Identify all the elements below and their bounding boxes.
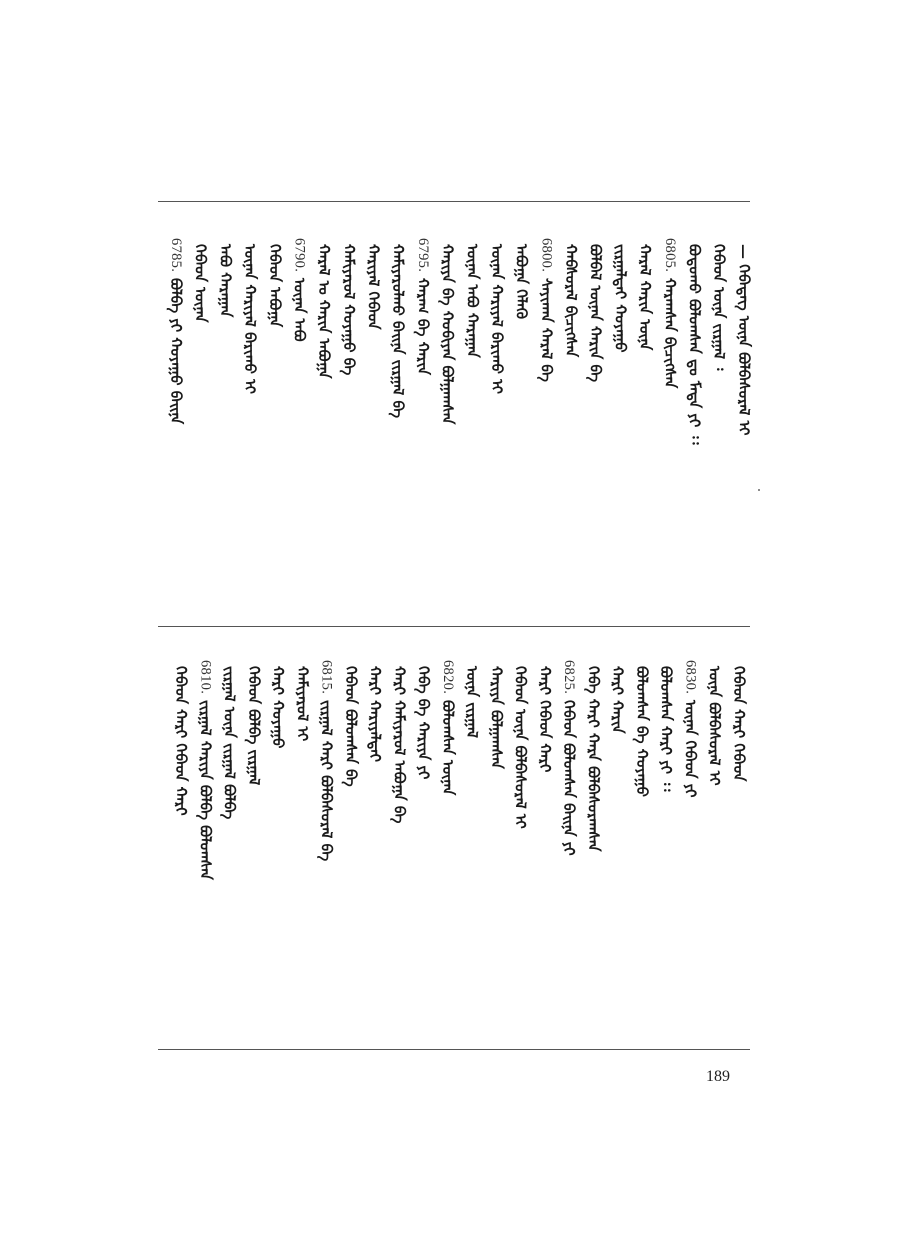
verse-text: ᠦᠨᠡ ᠪᠣᠯᠪᠠᠰᠤᠷᠠᠯ ᠢ — [705, 666, 724, 786]
verse-text: ᠬᠡᠪᠡᠳ ᠪᠣᠯᠪᠠ ᠵᠢᠷᠭᠠᠯ — [244, 666, 263, 786]
verse-text: ᠦᠨᠡᠨ ᠬᠠᠷᠢᠶᠠᠯ ᠪᠠᠷᠢᠬᠤ ᠢ — [487, 244, 506, 395]
lower-text-block — [170, 660, 750, 920]
verse-line — [340, 660, 362, 920]
verse-line — [486, 238, 508, 438]
verse-line — [461, 238, 483, 438]
verse-text: ᠬᠠᠪᠰᠤᠷᠠᠯ ᠪᠢᠴᠢᠭᠰᠡᠨ — [562, 244, 580, 358]
verse-text: ᠬᠠᠷᠢ ᠬᠠᠮᠢᠶᠠᠷᠤᠯ ᠠᠪᠤᠭᠠ ᠪᠠ — [390, 666, 409, 824]
verse-line — [733, 238, 755, 438]
verse-line — [363, 238, 385, 438]
verse-text: ᠬᠡᠪᠡᠳ ᠪᠣᠯᠤᠭᠰᠠᠨ ᠪᠠ — [341, 666, 360, 787]
line-number: 6800. — [538, 238, 555, 273]
verse-text: ᠬᠠᠮᠢᠶᠠᠷᠤᠯ ᠢ — [293, 666, 312, 742]
bottom-rule — [158, 1049, 750, 1050]
verse-text: ᠦᠨᠡᠨ ᠠᠪᠤ — [290, 278, 309, 342]
verse-text: ᠬᠠᠮᠢᠶᠠᠷᠤᠯ ᠬᠣᠶᠠᠭᠤ ᠪᠠ — [339, 244, 358, 376]
verse-text: ᠬᠡᠪᠡᠳ ᠦᠨᠡ ᠵᠢᠷᠭᠠᠯ ᠄ — [710, 244, 729, 371]
verse-line — [291, 660, 313, 920]
verse-line — [704, 660, 726, 920]
stray-dot — [758, 489, 760, 491]
line-number: 6785. — [168, 238, 184, 273]
verse-text: ᠦᠨᠡᠨ ᠠᠪᠤ ᠬᠠᠷᠠᠭᠠᠨ — [463, 244, 482, 358]
verse-text: ᠠᠪᠤᠭᠠ ᠬᠡᠯᠡᠬᠦ — [512, 244, 531, 320]
verse-line — [631, 660, 653, 920]
verse-text: ᠦᠨᠡᠨ ᠬᠠᠷᠢᠶᠠᠯ ᠪᠠᠷᠢᠬᠤ ᠢ — [241, 244, 260, 395]
verse-text: ᠪᠣᠯᠤᠭᠰᠠᠨ ᠪᠠ ᠬᠣᠶᠠᠭᠤ — [632, 666, 651, 797]
verse-line — [219, 660, 241, 920]
verse-line — [683, 238, 705, 445]
verse-line — [609, 238, 631, 438]
verse-line — [413, 660, 435, 920]
verse-line — [170, 660, 192, 920]
verse-text: ᠬᠠᠷᠢ ᠬᠣᠶᠠᠭᠤ — [269, 666, 287, 749]
verse-line — [558, 660, 580, 920]
verse-line — [560, 238, 582, 438]
verse-text: ᠬᠠᠮᠢᠶᠠᠷᠤᠯᠬᠤ ᠪᠠᠢᠨᠠ ᠵᠢᠷᠭᠠᠯ ᠪᠠ — [389, 244, 408, 419]
verse-text: ᠬᠠᠷᠠᠭ ᠪᠠ ᠬᠠᠷᠢᠨ — [413, 278, 432, 376]
verse-line — [316, 660, 338, 920]
verse-line — [338, 238, 360, 438]
verse-text: ᠦᠨᠡ ᠵᠢᠷᠭᠠᠯ — [463, 666, 481, 738]
verse-text: ᠪᠣᠳᠣᠬᠤ ᠪᠣᠯᠤᠭᠰᠠᠨ ᠳᠤ ᠮᠠᠲᠠ ᠶᠢ ᠄᠄ — [685, 244, 704, 445]
verse-line — [412, 238, 434, 438]
verse-text: ᠬᠡᠪᠡᠳ ᠦᠨᠡᠨ — [191, 244, 210, 323]
verse-text: ᠪᠣᠯᠤᠭᠰᠠᠨ ᠦᠨᠡᠨ — [438, 700, 457, 796]
page-number: 189 — [706, 1068, 730, 1085]
verse-text: ᠬᠡᠪᠡᠳ ᠪᠣᠯᠤᠭᠰᠠᠨ ᠪᠠᠢᠨᠠ ᠶᠢ — [560, 700, 578, 856]
verse-line — [364, 660, 386, 920]
verse-line — [387, 238, 409, 438]
verse-text: ᠬᠡᠪᠡᠳ ᠠᠪᠤᠭᠠ — [265, 244, 284, 328]
verse-line — [534, 660, 556, 920]
line-number: 6810. — [197, 660, 214, 695]
line-number: 6790. — [291, 238, 308, 273]
verse-text: — ᠬᠡᠪᠡᠳᠡᠭ ᠦᠨᠡ ᠪᠣᠯᠪᠠᠰᠤᠷᠠᠯ ᠢ — [734, 244, 753, 436]
verse-line — [165, 238, 187, 438]
verse-text: ᠬᠠᠷᠢᠶᠠ ᠪᠣᠯᠭᠠᠭᠰᠠᠨ — [487, 666, 506, 769]
verse-line — [582, 660, 604, 920]
verse-text: ᠵᠢᠷᠭᠠᠯ ᠬᠠᠷᠢᠶᠠ ᠪᠣᠯᠪᠠ ᠪᠣᠯᠤᠭᠰᠠᠨ — [196, 700, 215, 881]
verse-text: ᠠᠪᠤ ᠬᠠᠷᠠᠭᠠᠨ — [216, 244, 235, 318]
verse-text: ᠬᠡᠪᠡᠳ ᠦᠨᠡ ᠪᠣᠯᠪᠠᠰᠤᠷᠠᠯ ᠢ — [511, 666, 530, 829]
verse-text: ᠬᠠᠷᠢᠶᠠᠯ ᠬᠡᠪᠡᠳ — [364, 244, 383, 330]
top-rule — [158, 201, 750, 202]
line-number: 6805. — [661, 238, 678, 273]
verse-text: ᠵᠢᠷᠭᠠᠯ ᠦᠨᠡ ᠵᠢᠷᠭᠠᠯ ᠪᠣᠯᠪᠠ — [220, 666, 239, 820]
verse-line — [728, 660, 750, 920]
verse-line — [313, 238, 335, 438]
verse-line — [535, 238, 557, 438]
verse-text: ᠪᠣᠯᠪᠠ ᠶᠢ ᠬᠣᠶᠠᠭᠤ ᠪᠠᠢᠨᠠ — [167, 278, 185, 425]
verse-text: ᠬᠡᠪᠡ ᠪᠠ ᠬᠠᠷᠢᠶᠠ ᠶᠢ — [414, 666, 433, 780]
verse-text: ᠬᠡᠪᠡ ᠬᠠᠷᠢ ᠬᠠᠷᠠ ᠪᠣᠯᠪᠠᠰᠤᠷᠠᠭᠰᠠᠨ — [584, 666, 603, 852]
verse-text: ᠬᠠᠷᠢ ᠬᠠᠷᠢᠶᠠᠯᠲᠠᠢ — [366, 666, 384, 763]
line-number: 6830. — [682, 660, 699, 695]
verse-text: ᠵᠢᠷᠭᠠᠯ ᠬᠠᠷᠢ ᠪᠣᠯᠪᠠᠰᠤᠷᠠᠯ ᠪᠠ — [317, 700, 336, 862]
verse-line — [461, 660, 483, 920]
verse-text: ᠬᠡᠪᠡᠳ ᠬᠠᠷᠢ ᠬᠡᠪᠡᠳ — [729, 666, 748, 782]
verse-line — [190, 238, 212, 438]
verse-line — [708, 238, 730, 438]
verse-text: ᠬᠠᠷᠠᠭᠰᠠᠨ ᠪᠢᠴᠢᠭᠰᠡᠨ — [660, 278, 679, 389]
middle-rule — [158, 626, 750, 627]
verse-line — [264, 238, 286, 438]
verse-line — [437, 660, 459, 920]
verse-text: ᠬᠠᠷᠢ ᠬᠡᠪᠡᠳ ᠬᠠᠷᠢ — [535, 666, 554, 773]
verse-text: ᠪᠣᠯᠪᠠᠯ ᠦᠨᠡᠨ ᠬᠠᠷᠢᠨ ᠪᠠ — [586, 244, 605, 383]
verse-line — [679, 660, 701, 920]
verse-text: ᠬᠠᠷᠠᠯ ᠬᠠᠷᠢᠨ ᠦᠨᠡ — [636, 244, 655, 351]
verse-text: ᠦᠨᠡᠨ ᠬᠡᠪᠡᠳ ᠶᠢ — [681, 700, 700, 798]
verse-line — [511, 238, 533, 438]
verse-line — [585, 238, 607, 438]
upper-text-block — [165, 238, 755, 445]
line-number: 6815. — [318, 660, 335, 695]
line-number: 6820. — [439, 660, 456, 695]
verse-text: ᠬᠠᠷᠢᠶᠠ ᠪᠠ ᠬᠤᠪᠢᠶᠠᠨ ᠪᠣᠯᠭᠠᠭᠰᠠᠨ — [438, 244, 457, 425]
verse-line — [194, 660, 216, 920]
verse-line — [607, 660, 629, 920]
verse-text: ᠬᠠᠷᠢ ᠬᠠᠷᠢᠨ — [608, 666, 627, 734]
verse-text: ᠰᠠᠶᠢᠬᠠᠨ ᠬᠠᠷᠠᠯ ᠪᠠ — [537, 278, 556, 383]
line-number: 6825. — [561, 660, 577, 695]
line-number: 6795. — [414, 238, 431, 273]
verse-text: ᠪᠣᠯᠤᠭᠰᠠᠨ ᠬᠠᠷᠢ ᠶᠢ ᠄᠄ — [657, 666, 675, 792]
verse-text: ᠵᠢᠷᠭᠠᠯᠲᠠᠢ ᠬᠣᠶᠠᠭᠤ — [611, 244, 630, 353]
verse-line — [243, 660, 265, 920]
verse-line — [634, 238, 656, 438]
verse-line — [388, 660, 410, 920]
verse-line — [239, 238, 261, 438]
verse-text: ᠬᠠᠷᠠᠯ ᠤ ᠬᠠᠷᠢᠨ ᠠᠪᠤᠭᠠ — [315, 244, 334, 379]
verse-text: ᠬᠡᠪᠡᠳ ᠬᠠᠷᠢ ᠬᠡᠪᠡᠳ ᠬᠠᠷᠢ — [172, 666, 190, 816]
verse-line — [267, 660, 289, 920]
verse-line — [214, 238, 236, 438]
verse-line — [437, 238, 459, 438]
verse-line — [288, 238, 310, 438]
verse-line — [510, 660, 532, 920]
verse-line — [485, 660, 507, 920]
verse-line — [659, 238, 681, 438]
verse-line — [655, 660, 677, 920]
